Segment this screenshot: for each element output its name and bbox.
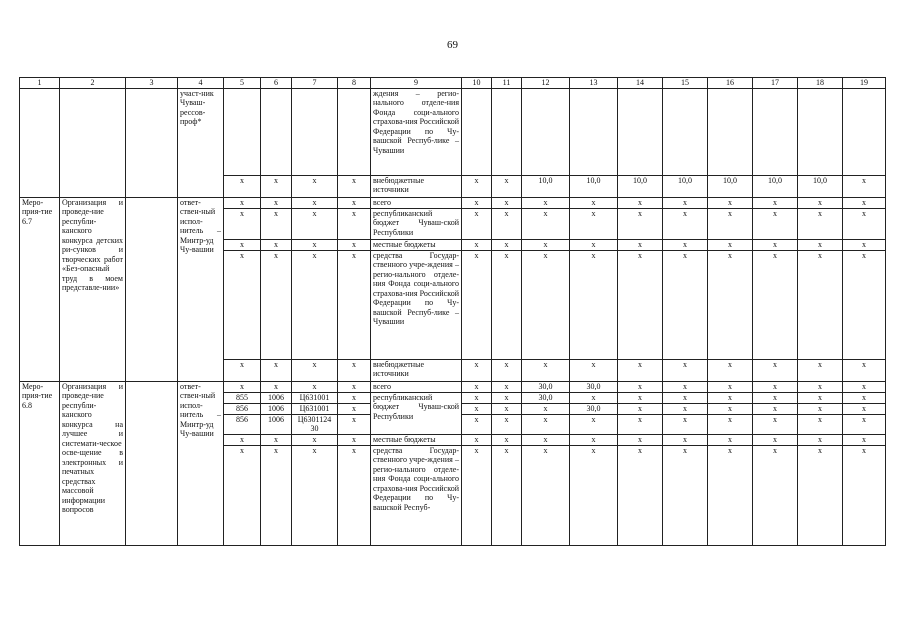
source-cell: республиканский бюджет Чуваш-ской Республики <box>371 208 462 239</box>
code-cell: x <box>261 434 292 445</box>
value-cell: x <box>522 403 570 414</box>
value-cell: x <box>462 434 492 445</box>
value-cell: x <box>522 414 570 434</box>
value-cell: x <box>708 392 753 403</box>
source-cell: внебюджетные источники <box>371 359 462 381</box>
column-number: 11 <box>492 78 522 89</box>
code-cell: x <box>261 381 292 392</box>
value-cell: x <box>843 381 886 392</box>
value-cell: x <box>492 197 522 208</box>
value-cell: x <box>663 208 708 239</box>
code-cell: x <box>292 208 338 239</box>
code-cell: x <box>338 445 371 545</box>
value-cell: x <box>663 239 708 250</box>
code-cell: 856 <box>224 403 261 414</box>
value-cell: x <box>708 403 753 414</box>
table-row <box>20 88 886 175</box>
value-cell: x <box>663 197 708 208</box>
value-cell: 30,0 <box>570 381 618 392</box>
value-cell: 30,0 <box>522 392 570 403</box>
status-cell: Меро-прия-тие 6.7 <box>20 197 60 381</box>
code-cell: Ц631001 <box>292 392 338 403</box>
code-cell <box>292 88 338 175</box>
value-cell: x <box>663 414 708 434</box>
value-cell: x <box>462 445 492 545</box>
value-cell: x <box>708 250 753 359</box>
value-cell: x <box>462 392 492 403</box>
code-cell: x <box>261 250 292 359</box>
column-number: 2 <box>60 78 126 89</box>
value-cell: x <box>492 392 522 403</box>
value-cell: x <box>618 414 663 434</box>
code-cell: x <box>338 434 371 445</box>
value-cell: x <box>462 175 492 197</box>
code-cell: x <box>224 445 261 545</box>
value-cell: x <box>798 208 843 239</box>
value-cell: x <box>618 250 663 359</box>
value-cell: x <box>843 359 886 381</box>
value-cell: x <box>663 434 708 445</box>
code-cell: Ц6301124 30 <box>292 414 338 434</box>
value-cell: x <box>753 208 798 239</box>
value-cell: x <box>618 434 663 445</box>
value-cell: x <box>492 359 522 381</box>
value-cell: x <box>618 445 663 545</box>
code-cell: x <box>261 359 292 381</box>
value-cell: x <box>462 403 492 414</box>
value-cell: 10,0 <box>753 175 798 197</box>
source-cell: средства Государ-ственного учре-ждения – регио-нального отделе-ния Фонда соци-ального страхова-ния Российской Федерации по Чу-вашской Респуб-лике – Чувашии <box>371 250 462 359</box>
executor-cell: ответ-ствен-ный испол-нитель – Минтр-уд Чу-вашии <box>178 381 224 545</box>
value-cell <box>570 88 618 175</box>
code-cell: x <box>292 197 338 208</box>
code-cell: x <box>224 381 261 392</box>
value-cell: 10,0 <box>798 175 843 197</box>
value-cell: x <box>753 239 798 250</box>
value-cell: x <box>618 403 663 414</box>
value-cell: x <box>843 175 886 197</box>
value-cell: x <box>708 197 753 208</box>
value-cell <box>753 88 798 175</box>
code-cell: x <box>338 414 371 434</box>
goal-cell <box>126 88 178 197</box>
source-cell: средства Государ-ственного учре-ждения – регио-нального отделе-ния Фонда соци-ального страхова-ния Российской Федерации по Чу-вашской Респуб- <box>371 445 462 545</box>
value-cell: 30,0 <box>570 403 618 414</box>
value-cell: x <box>798 434 843 445</box>
table-row <box>20 197 886 208</box>
value-cell: x <box>522 239 570 250</box>
value-cell: x <box>522 434 570 445</box>
value-cell: x <box>618 208 663 239</box>
value-cell: x <box>753 434 798 445</box>
value-cell: x <box>522 445 570 545</box>
value-cell <box>462 88 492 175</box>
value-cell: 10,0 <box>663 175 708 197</box>
code-cell: x <box>224 197 261 208</box>
value-cell: x <box>492 250 522 359</box>
code-cell: x <box>261 445 292 545</box>
status-cell <box>20 88 60 197</box>
source-cell: всего <box>371 197 462 208</box>
code-cell: x <box>261 197 292 208</box>
value-cell: x <box>798 250 843 359</box>
column-number: 12 <box>522 78 570 89</box>
code-cell <box>261 88 292 175</box>
column-number: 18 <box>798 78 843 89</box>
value-cell: x <box>492 381 522 392</box>
source-cell: всего <box>371 381 462 392</box>
value-cell: x <box>798 392 843 403</box>
value-cell: x <box>618 381 663 392</box>
value-cell: x <box>753 359 798 381</box>
value-cell: x <box>462 250 492 359</box>
value-cell: x <box>570 445 618 545</box>
column-number: 1 <box>20 78 60 89</box>
code-cell: x <box>338 197 371 208</box>
value-cell: x <box>522 197 570 208</box>
source-cell: местные бюджеты <box>371 239 462 250</box>
value-cell: x <box>708 239 753 250</box>
value-cell: x <box>708 414 753 434</box>
value-cell: x <box>462 414 492 434</box>
code-cell: x <box>224 250 261 359</box>
code-cell: x <box>224 239 261 250</box>
value-cell: x <box>798 359 843 381</box>
value-cell: x <box>843 403 886 414</box>
value-cell: x <box>708 434 753 445</box>
code-cell: x <box>338 359 371 381</box>
code-cell: 856 <box>224 414 261 434</box>
value-cell: x <box>570 239 618 250</box>
value-cell: x <box>753 403 798 414</box>
column-number: 13 <box>570 78 618 89</box>
column-number: 6 <box>261 78 292 89</box>
column-number: 10 <box>462 78 492 89</box>
column-number: 16 <box>708 78 753 89</box>
column-number-row <box>20 78 886 89</box>
column-number: 15 <box>663 78 708 89</box>
status-cell: Меро-прия-тие 6.8 <box>20 381 60 545</box>
column-number: 5 <box>224 78 261 89</box>
source-cell: ждения – регио-нального отделе-ния Фонда соци-ального страхова-ния Российской Федерации по Чу-вашской Респуб-лике – Чувашии <box>371 88 462 175</box>
executor-cell: участ-ник Чуваш-рессов-проф* <box>178 88 224 197</box>
code-cell: x <box>292 359 338 381</box>
value-cell: x <box>843 392 886 403</box>
column-number: 3 <box>126 78 178 89</box>
code-cell: x <box>292 434 338 445</box>
value-cell: x <box>462 239 492 250</box>
table-row <box>20 381 886 392</box>
value-cell: x <box>798 414 843 434</box>
value-cell: x <box>753 414 798 434</box>
executor-cell: ответ-ствен-ный испол-нитель – Минтр-уд Чу-вашии <box>178 197 224 381</box>
value-cell: x <box>570 208 618 239</box>
value-cell: x <box>618 392 663 403</box>
value-cell: x <box>492 239 522 250</box>
value-cell: x <box>708 208 753 239</box>
value-cell: 10,0 <box>618 175 663 197</box>
value-cell: x <box>492 175 522 197</box>
code-cell: x <box>338 392 371 403</box>
value-cell: x <box>492 208 522 239</box>
value-cell: x <box>753 445 798 545</box>
value-cell: x <box>462 359 492 381</box>
value-cell <box>663 88 708 175</box>
value-cell: x <box>663 250 708 359</box>
code-cell: x <box>292 381 338 392</box>
value-cell: x <box>843 414 886 434</box>
value-cell: 30,0 <box>522 381 570 392</box>
code-cell: Ц631001 <box>292 403 338 414</box>
goal-cell <box>126 197 178 381</box>
source-cell: республиканский бюджет Чуваш-ской Республики <box>371 392 462 434</box>
column-number: 9 <box>371 78 462 89</box>
code-cell: x <box>261 175 292 197</box>
value-cell: x <box>708 359 753 381</box>
value-cell: 10,0 <box>522 175 570 197</box>
value-cell: x <box>492 434 522 445</box>
column-number: 7 <box>292 78 338 89</box>
value-cell: x <box>708 445 753 545</box>
value-cell: x <box>663 359 708 381</box>
value-cell: x <box>570 392 618 403</box>
value-cell: x <box>798 197 843 208</box>
name-cell <box>60 88 126 197</box>
value-cell: x <box>843 434 886 445</box>
value-cell: x <box>843 445 886 545</box>
value-cell: x <box>843 250 886 359</box>
code-cell: x <box>261 239 292 250</box>
value-cell: x <box>663 392 708 403</box>
code-cell: 1006 <box>261 392 292 403</box>
value-cell: x <box>570 414 618 434</box>
code-cell: x <box>338 250 371 359</box>
value-cell: x <box>798 381 843 392</box>
value-cell: x <box>570 434 618 445</box>
code-cell: x <box>338 208 371 239</box>
code-cell: x <box>292 239 338 250</box>
value-cell: x <box>522 250 570 359</box>
code-cell: x <box>224 175 261 197</box>
value-cell: x <box>618 239 663 250</box>
value-cell: x <box>798 445 843 545</box>
value-cell: x <box>570 197 618 208</box>
value-cell: x <box>843 208 886 239</box>
value-cell: 10,0 <box>570 175 618 197</box>
value-cell: x <box>843 197 886 208</box>
code-cell: 1006 <box>261 403 292 414</box>
column-number: 19 <box>843 78 886 89</box>
value-cell: x <box>522 208 570 239</box>
code-cell: x <box>292 445 338 545</box>
value-cell: x <box>492 414 522 434</box>
column-number: 8 <box>338 78 371 89</box>
value-cell: x <box>492 403 522 414</box>
budget-table <box>19 77 886 546</box>
value-cell: x <box>753 250 798 359</box>
value-cell <box>492 88 522 175</box>
value-cell: x <box>663 381 708 392</box>
value-cell: x <box>522 359 570 381</box>
code-cell <box>338 88 371 175</box>
value-cell: x <box>492 445 522 545</box>
value-cell: x <box>798 239 843 250</box>
source-cell: внебюджетные источники <box>371 175 462 197</box>
name-cell: Организация и проведе-ние республи-канского конкурса детских ри-сунков и творческих работ «Без-опасный труд в моем представле-нии» <box>60 197 126 381</box>
code-cell <box>224 88 261 175</box>
value-cell: x <box>462 381 492 392</box>
page-number: 69 <box>447 39 458 51</box>
goal-cell <box>126 381 178 545</box>
value-cell: x <box>618 359 663 381</box>
code-cell: x <box>224 208 261 239</box>
value-cell: x <box>708 381 753 392</box>
code-cell: x <box>261 208 292 239</box>
code-cell: x <box>338 381 371 392</box>
code-cell: x <box>338 403 371 414</box>
value-cell: x <box>462 208 492 239</box>
code-cell: x <box>338 239 371 250</box>
name-cell: Организация и проведе-ние республи-канского конкурса на лучшее и системати-ческое осве-щение в электронных и печатных средствах массовой информации вопросов <box>60 381 126 545</box>
value-cell: x <box>753 392 798 403</box>
value-cell <box>522 88 570 175</box>
value-cell: x <box>462 197 492 208</box>
column-number: 14 <box>618 78 663 89</box>
value-cell: x <box>663 445 708 545</box>
code-cell: x <box>224 434 261 445</box>
value-cell <box>843 88 886 175</box>
value-cell: x <box>843 239 886 250</box>
code-cell: 855 <box>224 392 261 403</box>
code-cell: 1006 <box>261 414 292 434</box>
value-cell: x <box>663 403 708 414</box>
code-cell: x <box>292 250 338 359</box>
value-cell: 10,0 <box>708 175 753 197</box>
code-cell: x <box>292 175 338 197</box>
value-cell: x <box>570 359 618 381</box>
source-cell: местные бюджеты <box>371 434 462 445</box>
column-number: 4 <box>178 78 224 89</box>
value-cell <box>798 88 843 175</box>
code-cell: x <box>224 359 261 381</box>
value-cell: x <box>753 197 798 208</box>
column-number: 17 <box>753 78 798 89</box>
value-cell: x <box>618 197 663 208</box>
value-cell: x <box>798 403 843 414</box>
value-cell: x <box>570 250 618 359</box>
value-cell: x <box>753 381 798 392</box>
value-cell <box>708 88 753 175</box>
value-cell <box>618 88 663 175</box>
code-cell: x <box>338 175 371 197</box>
